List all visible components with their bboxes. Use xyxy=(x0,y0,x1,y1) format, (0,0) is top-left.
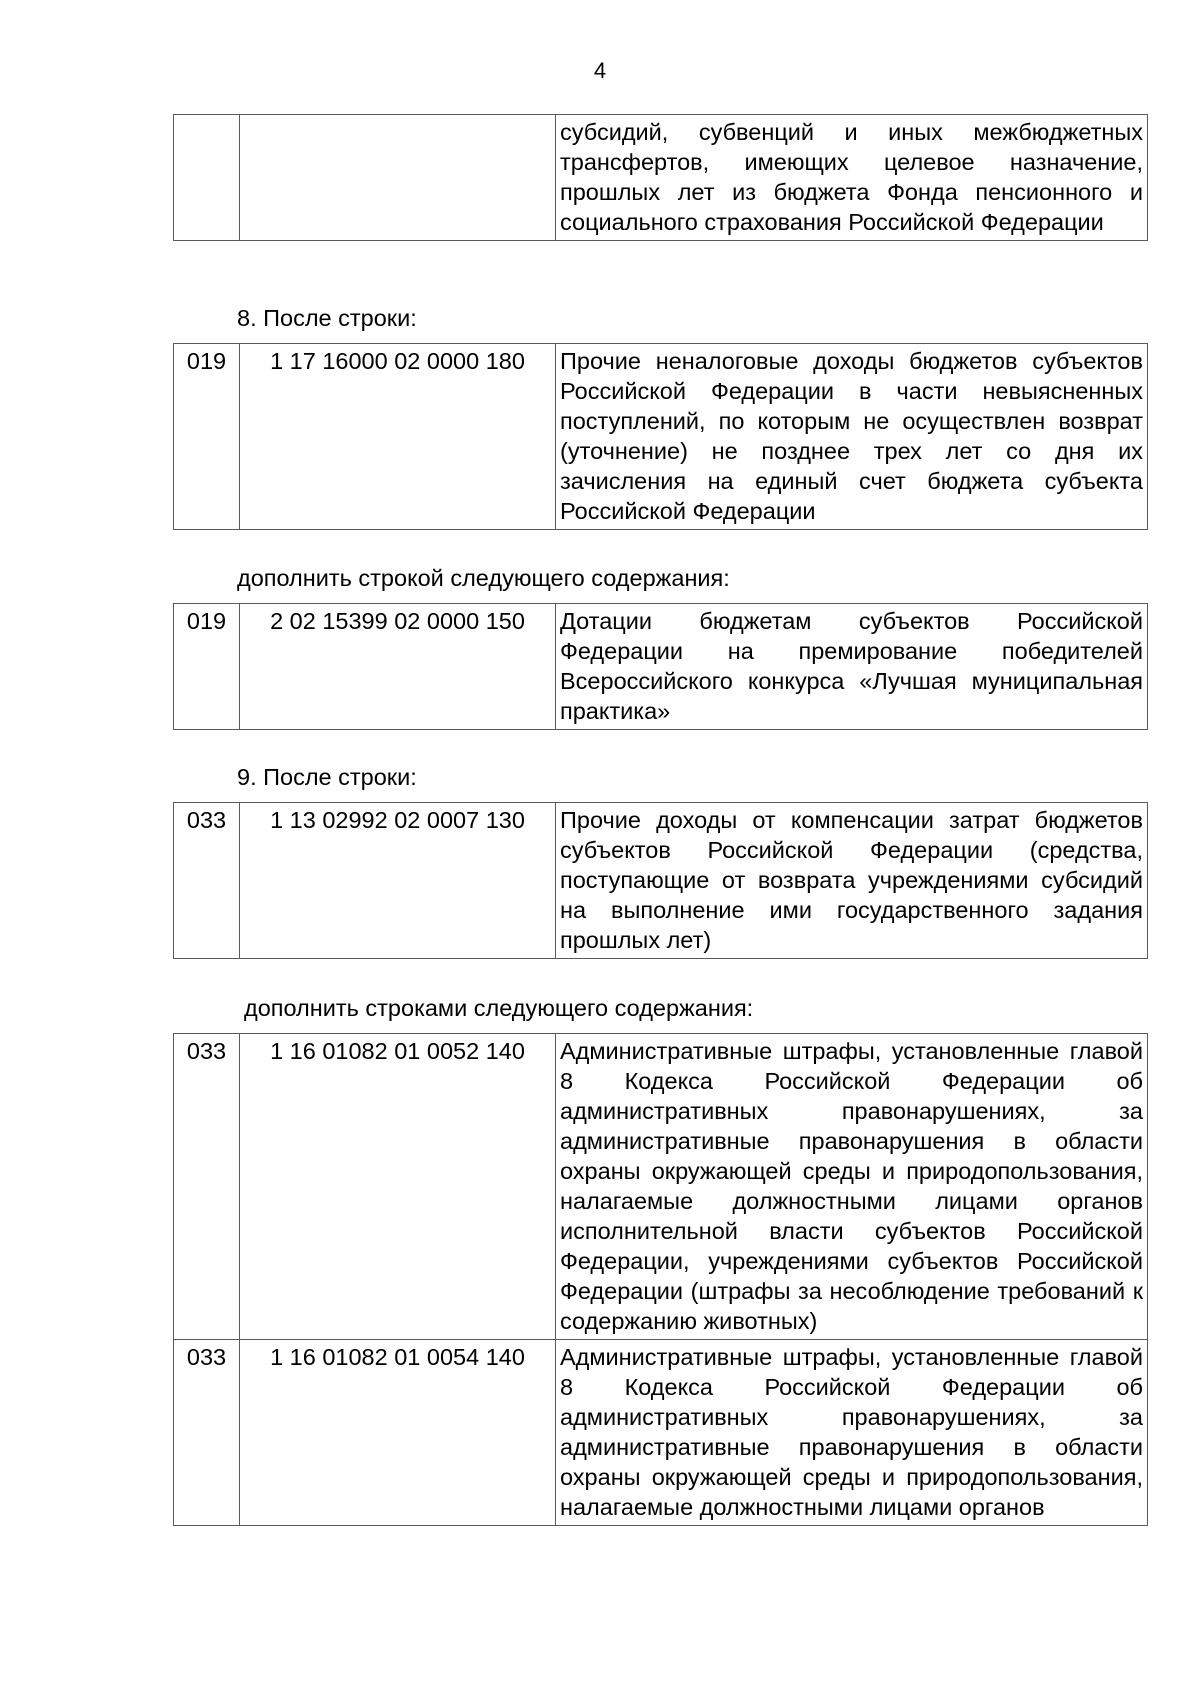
revenue-code-cell xyxy=(240,115,556,241)
continuation-table xyxy=(173,114,1148,241)
table-row xyxy=(174,1340,1148,1526)
admin-code-cell xyxy=(174,115,240,241)
admin-code-cell: 019 xyxy=(174,344,240,530)
section-9-supplement-text: дополнить строками следующего содержания: xyxy=(244,995,754,1021)
section-9-existing-row-table xyxy=(173,802,1148,959)
section-9-new-rows-table xyxy=(173,1033,1148,1526)
revenue-code-cell: 1 17 16000 02 0000 180 xyxy=(240,344,556,530)
revenue-code-cell: 1 16 01082 01 0054 140 xyxy=(240,1340,556,1526)
revenue-code-cell: 1 16 01082 01 0052 140 xyxy=(240,1034,556,1340)
description-cell: Дотации бюджетам субъектов Российской Федерации на премирование победителей Всероссийского конкурса «Лучшая муниципальная практика» xyxy=(556,604,1148,730)
description-cell: субсидий, субвенций и иных межбюджетных трансфертов, имеющих целевое назначение, прошлых лет из бюджета Фонда пенсионного и социального страхования Российской Федерации xyxy=(556,115,1148,241)
admin-code-cell: 033 xyxy=(174,803,240,959)
table-row xyxy=(174,604,1148,730)
revenue-code-cell: 1 13 02992 02 0007 130 xyxy=(240,803,556,959)
table-row xyxy=(174,803,1148,959)
revenue-code-cell: 2 02 15399 02 0000 150 xyxy=(240,604,556,730)
section-8-heading: 8. После строки: xyxy=(237,305,417,331)
section-9-heading: 9. После строки: xyxy=(237,764,417,790)
section-8-new-row-table xyxy=(173,603,1148,730)
description-cell: Административные штрафы, установленные главой 8 Кодекса Российской Федерации об административных правонарушениях, за административные правонарушения в области охраны окружающей среды и природопользования, налагаемые должностными лицами органов исполнительной власти субъектов Российской Федерации, учреждениями субъектов Российской Федерации (штрафы за несоблюдение требований к содержанию животных) xyxy=(556,1034,1148,1340)
table-row xyxy=(174,344,1148,530)
table-row xyxy=(174,115,1148,241)
page-number: 4 xyxy=(593,58,607,83)
table-row xyxy=(174,1034,1148,1340)
admin-code-cell: 033 xyxy=(174,1340,240,1526)
description-cell: Прочие доходы от компенсации затрат бюджетов субъектов Российской Федерации (средства, поступающие от возврата учреждениями субсидий на выполнение ими государственного задания прошлых лет) xyxy=(556,803,1148,959)
admin-code-cell: 019 xyxy=(174,604,240,730)
section-8-existing-row-table xyxy=(173,343,1148,530)
section-8-supplement-text: дополнить строкой следующего содержания: xyxy=(237,565,730,591)
admin-code-cell: 033 xyxy=(174,1034,240,1340)
description-cell: Административные штрафы, установленные главой 8 Кодекса Российской Федерации об административных правонарушениях, за административные правонарушения в области охраны окружающей среды и природопользования, налагаемые должностными лицами органов xyxy=(556,1340,1148,1526)
description-cell: Прочие неналоговые доходы бюджетов субъектов Российской Федерации в части невыясненных поступлений, по которым не осуществлен возврат (уточнение) не позднее трех лет со дня их зачисления на единый счет бюджета субъекта Российской Федерации xyxy=(556,344,1148,530)
